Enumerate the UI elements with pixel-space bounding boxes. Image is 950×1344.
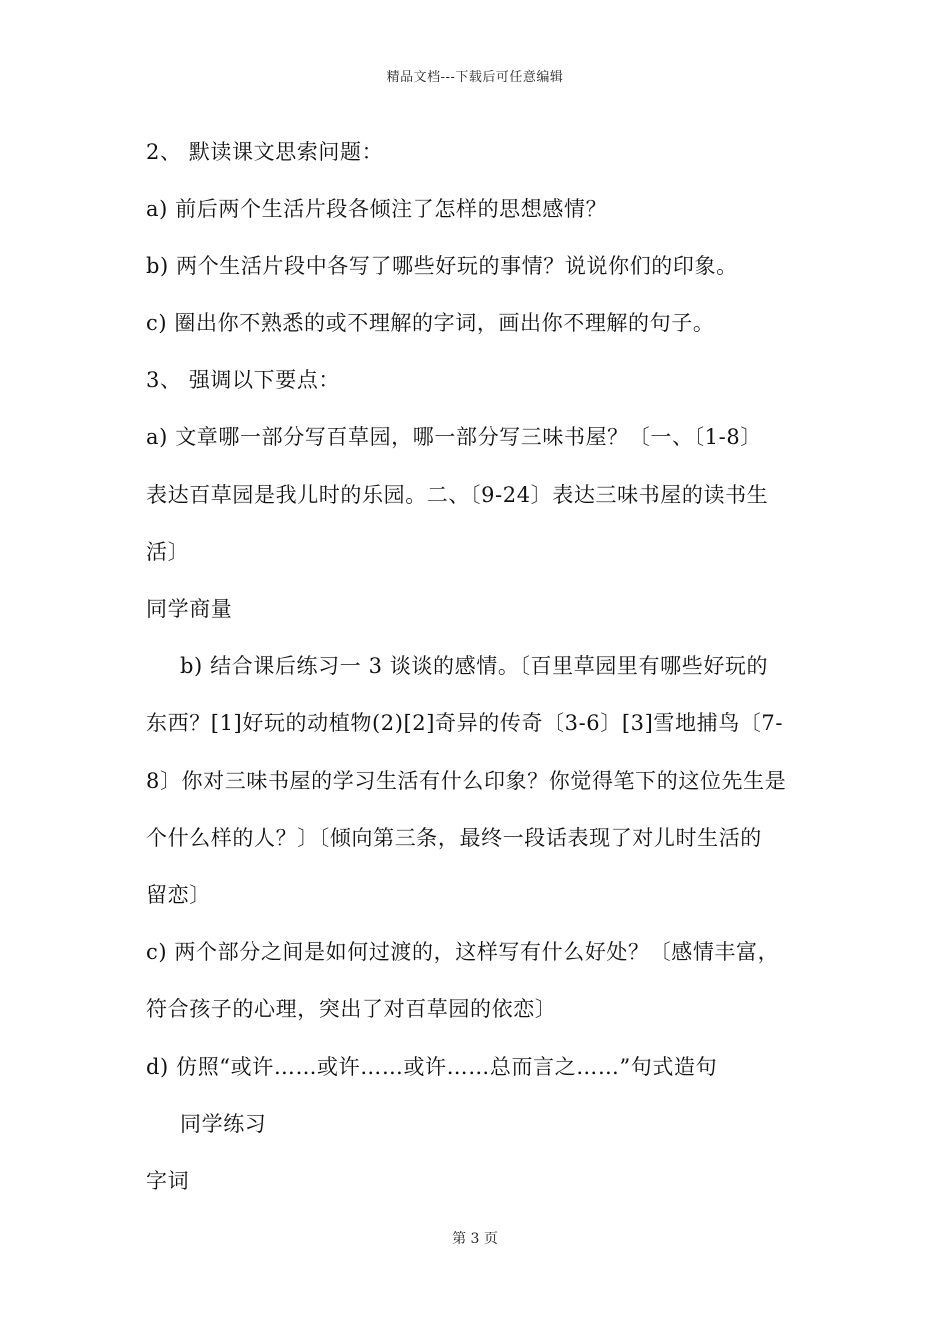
page-number: 第 3 页	[452, 1231, 498, 1247]
vocabulary-heading: 字词	[146, 1169, 190, 1193]
question-2a: a) 前后两个生活片段各倾注了怎样的思想感情？	[146, 197, 608, 221]
point-3a-line-2: 表达百草园是我儿时的乐园。二、〔9-24〕表达三味书屋的读书生	[146, 483, 769, 507]
point-3c-line-2: 符合孩子的心理，突出了对百草园的依恋〕	[146, 997, 557, 1021]
point-3b-line-2: 东西？[1]好玩的动植物(2)[2]奇异的传奇〔3-6〕[3]雪地捕鸟〔7-	[146, 711, 784, 735]
point-3a-line-3: 活〕	[146, 540, 190, 564]
point-3b-line-4: 个什么样的人？〕〔倾向第三条，最终一段话表现了对儿时生活的	[146, 826, 762, 850]
point-3-heading: 3、 强调以下要点：	[146, 368, 341, 392]
page-header: 精品文档---下载后可任意编辑	[386, 70, 564, 85]
student-practice-note: 同学练习	[180, 1112, 267, 1136]
point-3a-line-1: a) 文章哪一部分写百草园，哪一部分写三味书屋？〔一、〔1-8〕	[146, 425, 762, 449]
point-3b-line-5: 留恋〕	[146, 883, 211, 907]
point-3d: d) 仿照“或许……或许……或许……总而言之……”句式造句	[146, 1055, 718, 1079]
point-3c-line-1: c) 两个部分之间是如何过渡的，这样写有什么好处？〔感情丰富，	[146, 940, 780, 964]
question-2c: c) 圈出你不熟悉的或不理解的字词，画出你不理解的句子。	[146, 311, 715, 335]
point-3b-line-1: b) 结合课后练习一 3 谈谈的感情。〔百里草园里有哪些好玩的	[180, 654, 769, 678]
question-2-heading: 2、 默读课文思索问题：	[146, 140, 384, 164]
question-2b: b) 两个生活片段中各写了哪些好玩的事情？说说你们的印象。	[146, 254, 738, 278]
point-3b-line-3: 8〕你对三味书屋的学习生活有什么印象？你觉得笔下的这位先生是	[146, 769, 787, 793]
student-discussion-note: 同学商量	[146, 597, 233, 621]
